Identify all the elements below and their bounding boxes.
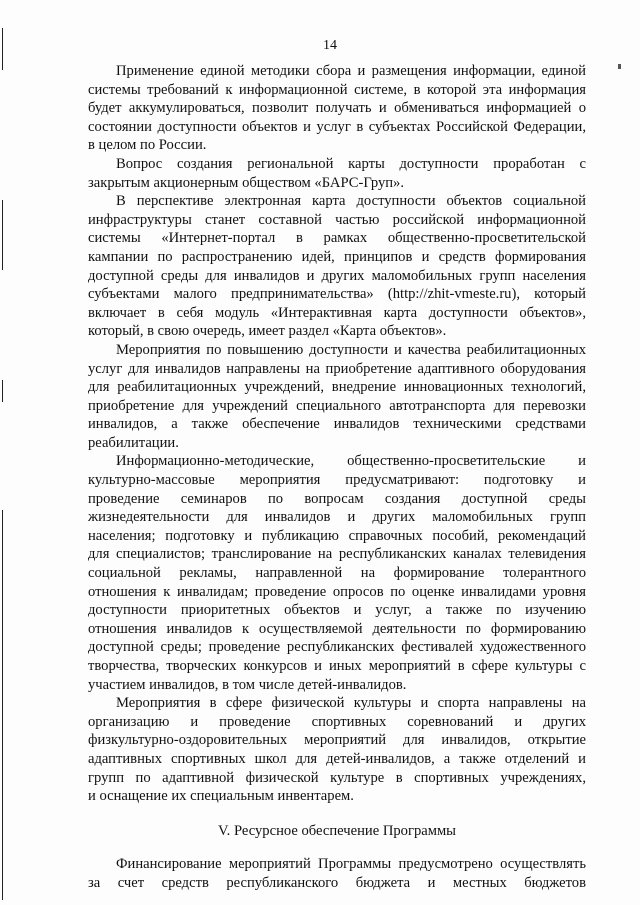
paragraph xyxy=(88,192,586,341)
paragraph xyxy=(88,694,586,806)
text-line: для реабилитационных учреждений, внедрение инновационных технологий, xyxy=(88,379,586,396)
text-line: который, в свою очередь, имеет раздел «Карта объектов». xyxy=(88,323,447,340)
text-line: кампании по распространению идей, принципов и средств формирования xyxy=(88,248,586,265)
page-number: 14 xyxy=(323,38,337,53)
text-line: Мероприятия по повышению доступности и качества реабилитационных xyxy=(116,341,586,358)
text-line: приобретение для учреждений специального автотранспорта для перевозки xyxy=(88,397,586,414)
text-line: Информационно-методические, общественно-просветительские и xyxy=(116,453,586,470)
paragraph xyxy=(88,62,586,155)
text-line: за счет средств республиканского бюджета и местных бюджетов xyxy=(88,874,586,891)
scan-edge-mark-top xyxy=(2,28,3,70)
text-line: отношения инвалидов к осуществляемой деятельности по формированию xyxy=(88,620,586,637)
text-line: инвалидов, а также обеспечение инвалидов техническими средствами xyxy=(88,416,586,433)
text-line: организацию и проведение спортивных соревнований и других xyxy=(88,713,586,730)
text-line: и оснащение их специальным инвентарем. xyxy=(88,788,354,805)
scan-edge-mark-bottom xyxy=(2,510,3,900)
paragraph xyxy=(88,452,586,694)
text-line: состоянии доступности объектов и услуг в субъектах Российской Федерации, xyxy=(88,118,586,135)
text-line: творчества, творческих конкурсов и иных мероприятий в сфере культуры с xyxy=(88,658,586,674)
text-line: населения; подготовку и публикацию справочных пособий, рекомендаций xyxy=(88,527,586,544)
text-line: инфраструктуры станет составной частью российской информационной xyxy=(88,211,586,228)
section-heading: V. Ресурсное обеспечение Программы xyxy=(218,822,456,839)
text-line: в целом по России. xyxy=(88,137,207,154)
text-line: проведение семинаров по вопросам создания доступной среды xyxy=(88,490,586,507)
text-line: участием инвалидов, в том числе детей-инвалидов. xyxy=(88,676,407,693)
text-line: Вопрос создания региональной карты доступности проработан с xyxy=(116,155,586,172)
text-line: жизнедеятельности для инвалидов и других маломобильных групп xyxy=(88,509,586,526)
text-line: доступной среды для инвалидов и других маломобильных групп населения xyxy=(88,267,586,284)
text-line: системы «Интернет-портал в рамках общественно-просветительской xyxy=(88,230,586,247)
text-line: включает в себя модуль «Интерактивная карта доступности объектов», xyxy=(88,304,586,321)
paragraph xyxy=(88,341,586,453)
scan-edge-mark-lower xyxy=(2,380,3,402)
text-line: услуг для инвалидов направлены на приобретение адаптивного оборудования xyxy=(88,360,586,377)
text-line: культурно-массовые мероприятия предусматривают: подготовку и xyxy=(88,472,586,489)
text-line: адаптивных спортивных школ для детей-инвалидов, а также отделений и xyxy=(88,750,586,767)
scan-speck-right xyxy=(618,64,621,69)
text-line: отношения к инвалидам; проведение опросов по оценке инвалидами уровня xyxy=(88,583,586,600)
scan-edge-mark-middle xyxy=(2,200,3,270)
paragraph xyxy=(88,855,586,892)
text-line: групп по адаптивной физической культуре в спортивных учреждениях, xyxy=(88,769,586,786)
text-line: системы требований к информационной системе, в которой эта информация xyxy=(88,81,586,98)
text-line: закрытым акционерным обществом «БАРС-Груп». xyxy=(88,174,405,191)
paragraph xyxy=(88,155,586,192)
text-line: В перспективе электронная карта доступности объектов социальной xyxy=(116,193,586,210)
text-line: будет аккумулироваться, позволит получать и обмениваться информацией о xyxy=(88,100,586,117)
text-line: доступной среды; проведение республиканских фестивалей художественного xyxy=(88,639,586,656)
text-line: Применение единой методики сбора и размещения информации, единой xyxy=(116,63,586,79)
text-line: субъектами малого предпринимательства» (http://zhit-vmeste.ru), который xyxy=(88,286,586,303)
text-line: доступности приоритетных объектов и услуг, а также по изучению xyxy=(88,602,586,619)
text-line: Финансирование мероприятий Программы предусмотрено осуществлять xyxy=(116,856,586,873)
text-line: реабилитации. xyxy=(88,434,179,451)
text-line: для специалистов; транслирование на республиканских каналах телевидения xyxy=(88,546,586,563)
text-line: Мероприятия в сфере физической культуры и спорта направлены на xyxy=(116,695,586,712)
document-body xyxy=(88,62,586,893)
text-line: социальной рекламы, направленной на формирование толерантного xyxy=(88,565,586,582)
text-line: физкультурно-оздоровительных мероприятий для инвалидов, открытие xyxy=(88,732,586,749)
